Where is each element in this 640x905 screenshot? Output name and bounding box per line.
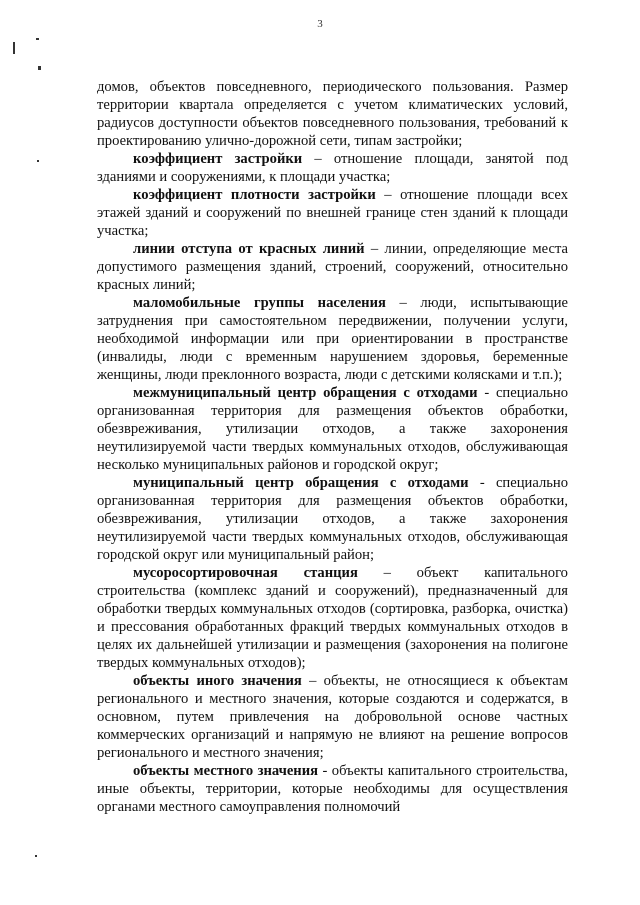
term: маломобильные группы населения — [133, 295, 386, 311]
paragraph — [97, 762, 568, 816]
term: коэффициент застройки — [133, 151, 303, 167]
paragraph — [97, 672, 568, 762]
term: межмуниципальный центр обращения с отходами — [133, 385, 478, 401]
scan-mark — [35, 855, 37, 857]
paragraph — [97, 294, 568, 384]
definition: - объекты капитального строительства, иные объекты, территории, которые необходимы для осуществления органами местного самоуправления полномочий — [97, 763, 568, 815]
definition: - специально организованная территория для размещения объектов обработки, обезвреживания, утилизации отходов, а также захоронения неутилизируемой части твердых коммунальных отходов, обслуживающая городской округ или муниципальный район; — [97, 475, 568, 563]
scan-mark — [37, 160, 39, 162]
definition: домов, объектов повседневного, периодического пользования. Размер территории квартала определяется с учетом климатических условий, радиусов доступности объектов повседневного пользования, требований к проектированию улично-дорожной сети, типам застройки; — [97, 79, 568, 149]
term: мусоросортировочная станция — [133, 565, 358, 581]
scan-mark — [38, 66, 41, 70]
term: муниципальный центр обращения с отходами — [133, 475, 469, 491]
definition: – линии, определяющие места допустимого размещения зданий, строений, сооружений, относительно красных линий; — [97, 241, 568, 293]
definition: - специально организованная территория для размещения объектов обработки, обезвреживания, утилизации отходов, а также захоронения неутилизируемой части твердых коммунальных отходов, обслуживающая несколько муниципальных районов и городской округ; — [97, 385, 568, 473]
definition: – объекты, не относящиеся к объектам регионального и местного значения, которые создаются и содержатся, в основном, путем привлечения на добровольной основе частных коммерческих организаций и напрямую не влияют на решение вопросов регионального и местного значения; — [97, 673, 568, 761]
document-body — [97, 78, 568, 816]
page-number: 3 — [317, 18, 323, 30]
definition: – отношение площади всех этажей зданий и сооружений по внешней границе стен зданий к площади участка; — [97, 187, 568, 239]
scan-mark — [13, 42, 15, 54]
definition: – отношение площади, занятой под зданиями и сооружениями, к площади участка; — [97, 151, 568, 185]
paragraph — [97, 78, 568, 150]
term: объекты иного значения — [133, 673, 302, 689]
definition: – объект капитального строительства (комплекс зданий и сооружений), предназначенный для обработки твердых коммунальных отходов (сортировка, разборка, очистка) и прессования обработанных фракций твердых коммунальных отходов в целях их дальнейшей утилизации и размещения (захоронения на полигоне твердых коммунальных отходов); — [97, 565, 568, 671]
paragraph — [97, 240, 568, 294]
term: объекты местного значения — [133, 763, 319, 779]
paragraph — [97, 186, 568, 240]
definition: – люди, испытывающие затруднения при самостоятельном передвижении, получении услуги, необходимой информации или при ориентировании в пространстве (инвалиды, люди с временным нарушением здоровья, беременные женщины, люди преклонного возраста, люди с детскими колясками и т.п.); — [97, 295, 568, 383]
term: коэффициент плотности застройки — [133, 187, 376, 203]
paragraph — [97, 564, 568, 672]
scan-mark — [36, 38, 39, 40]
paragraph — [97, 384, 568, 474]
term: линии отступа от красных линий — [133, 241, 365, 257]
paragraph — [97, 150, 568, 186]
paragraph — [97, 474, 568, 564]
